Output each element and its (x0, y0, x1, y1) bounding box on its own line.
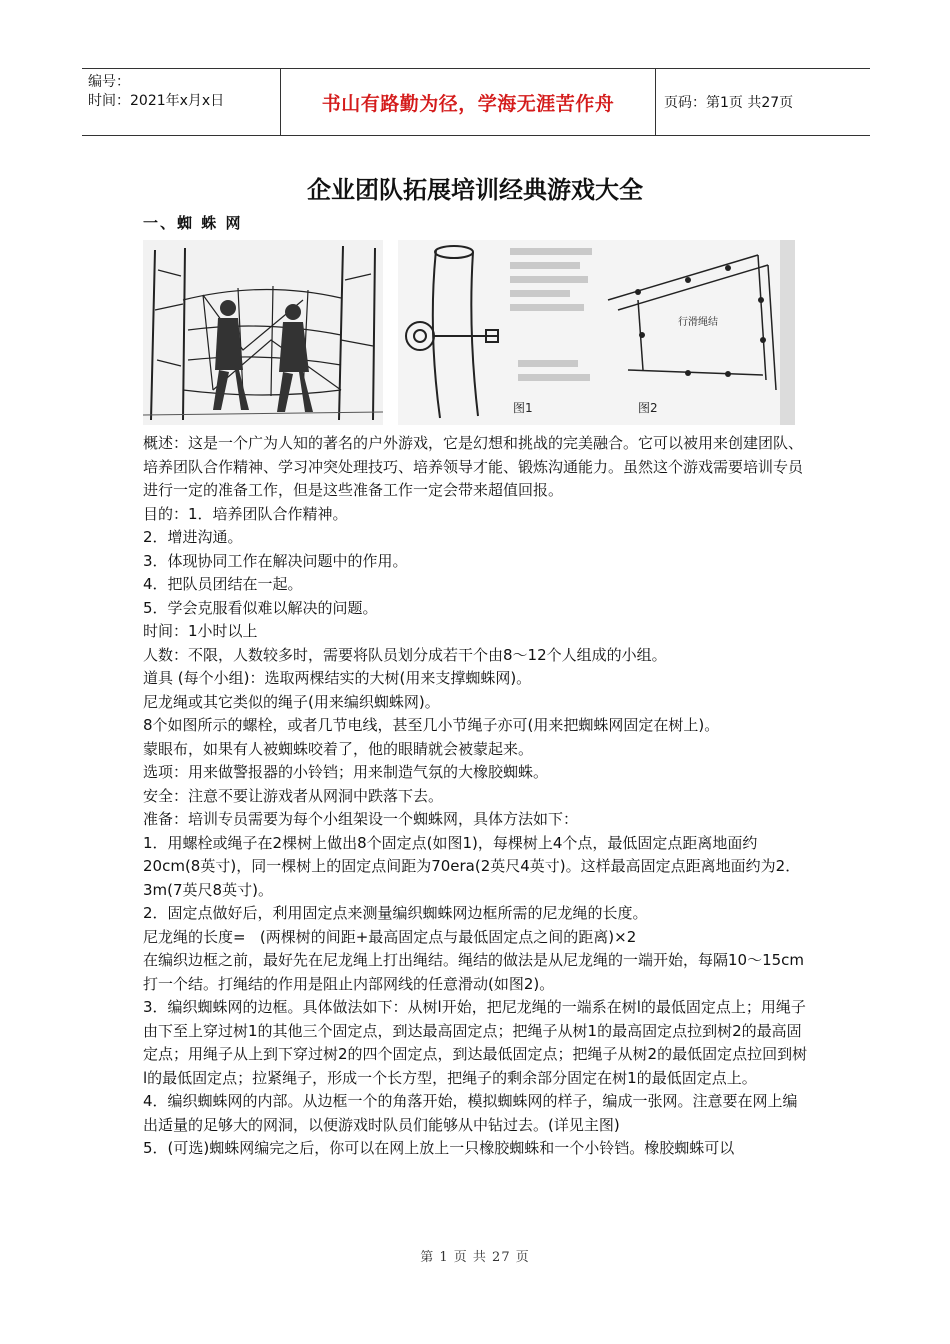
paragraph-overview: 概述：这是一个广为人知的著名的户外游戏，它是幻想和挑战的完美融合。它可以被用来创建团队、培养团队合作精神、学习冲突处理技巧、培养领导才能、锻炼沟通能力。虽然这个游戏需要培训专员进行一定的准备工作，但是这些准备工作一定会带来超值回报。 (143, 434, 804, 499)
paragraph: 2．固定点做好后，利用固定点来测量编织蜘蛛网边框所需的尼龙绳的长度。 (143, 904, 648, 922)
spider-web-illustration (143, 240, 383, 425)
section-title: 一、蜘 蛛 网 (143, 214, 243, 232)
header-page-cell (656, 69, 870, 135)
figure-2-caption: 图2 (638, 401, 658, 415)
paragraph: 1．用螺栓或绳子在2棵树上做出8个固定点(如图1)，每棵树上4个点，最低固定点距离地面约20cm(8英寸)，同一棵树上的固定点间距为70era(2英尺4英寸)。这样最高固定点距离地面约为2．3m(7英尺8英寸)。 (143, 833, 801, 899)
page-title: 企业团队拓展培训经典游戏大全 (307, 176, 643, 204)
figure-1-caption: 图1 (513, 401, 533, 415)
figure-1-bolt-diagram (398, 240, 598, 425)
document-date: 时间：2021年x月x日 (88, 93, 225, 109)
paragraph: 5．(可选)蜘蛛网编完之后，你可以在网上放上一只橡胶蜘蛛和一个小铃铛。橡胶蜘蛛可以 (143, 1139, 735, 1157)
page-indicator: 页码：第1页 共27页 (664, 95, 794, 111)
paragraph: 准备：培训专员需要为每个小组架设一个蜘蛛网，具体方法如下： (143, 810, 579, 828)
paragraph: 4．编织蜘蛛网的内部。从边框一个的角落开始，模拟蜘蛛网的样子，编成一张网。注意要在网上编出适量的足够大的网洞，以便游戏时队员们能够从中钻过去。(详见主图) (143, 1092, 798, 1134)
paragraph: 尼龙绳或其它类似的绳子(用来编织蜘蛛网)。 (143, 692, 440, 711)
paragraph: 人数：不限，人数较多时，需要将队员划分成若干个由8～12个人组成的小组。 (143, 645, 667, 664)
header-meta (82, 69, 281, 135)
figure-2-label: 行滑绳结 (678, 317, 718, 328)
paragraph: 2．增进沟通。 (143, 528, 243, 546)
page-header (82, 68, 870, 136)
page-footer: 第 1 页 共 27 页 (420, 1250, 530, 1265)
document-number: 编号： (88, 74, 130, 90)
paragraph: 蒙眼布，如果有人被蜘蛛咬着了，他的眼睛就会被蒙起来。 (143, 739, 534, 758)
figure-strip (143, 240, 795, 425)
paragraph: 5．学会克服看似难以解决的问题。 (143, 598, 378, 617)
paragraph: 8个如图所示的螺栓，或者几节电线，甚至几小节绳子亦可(用来把蜘蛛网固定在树上)。 (143, 716, 720, 734)
body-text (143, 432, 809, 1161)
paragraph: 目的：1．培养团队合作精神。 (143, 504, 348, 523)
paragraph: 4．把队员团结在一起。 (143, 575, 303, 593)
figure-2-knot-diagram (598, 240, 795, 425)
header-motto-cell (281, 69, 656, 135)
paragraph: 3．编织蜘蛛网的边框。具体做法如下：从树l开始，把尼龙绳的一端系在树l的最低固定点上；用绳子由下至上穿过树1的其他三个固定点，到达最高固定点；把绳子从树1的最高固定点拉到树2的最高固定点；用绳子从上到下穿过树2的四个固定点，到达最低固定点；把绳子从树2的最低固定点拉回到树l的最低固定点；拉紧绳子，形成一个长方型，把绳子的剩余部分固定在树1的最低固定点上。 (143, 998, 808, 1087)
paragraph: 在编织边框之前，最好先在尼龙绳上打出绳结。绳结的做法是从尼龙绳的一端开始，每隔10～15cm打一个结。打绳结的作用是阻止内部网线的任意滑动(如图2)。 (143, 951, 805, 993)
paragraph: 选项：用来做警报器的小铃铛；用来制造气氛的大橡胶蜘蛛。 (143, 763, 549, 781)
paragraph: 道具 (每个小组)：选取两棵结实的大树(用来支撑蜘蛛网)。 (143, 669, 532, 687)
paragraph: 尼龙绳的长度= (两棵树的间距+最高固定点与最低固定点之间的距离)×2 (143, 927, 637, 946)
paragraph: 3．体现协同工作在解决问题中的作用。 (143, 551, 408, 570)
paragraph: 时间：1小时以上 (143, 622, 258, 640)
paragraph: 安全：注意不要让游戏者从网洞中跌落下去。 (143, 786, 444, 805)
motto: 书山有路勤为径，学海无涯苦作舟 (321, 92, 615, 115)
